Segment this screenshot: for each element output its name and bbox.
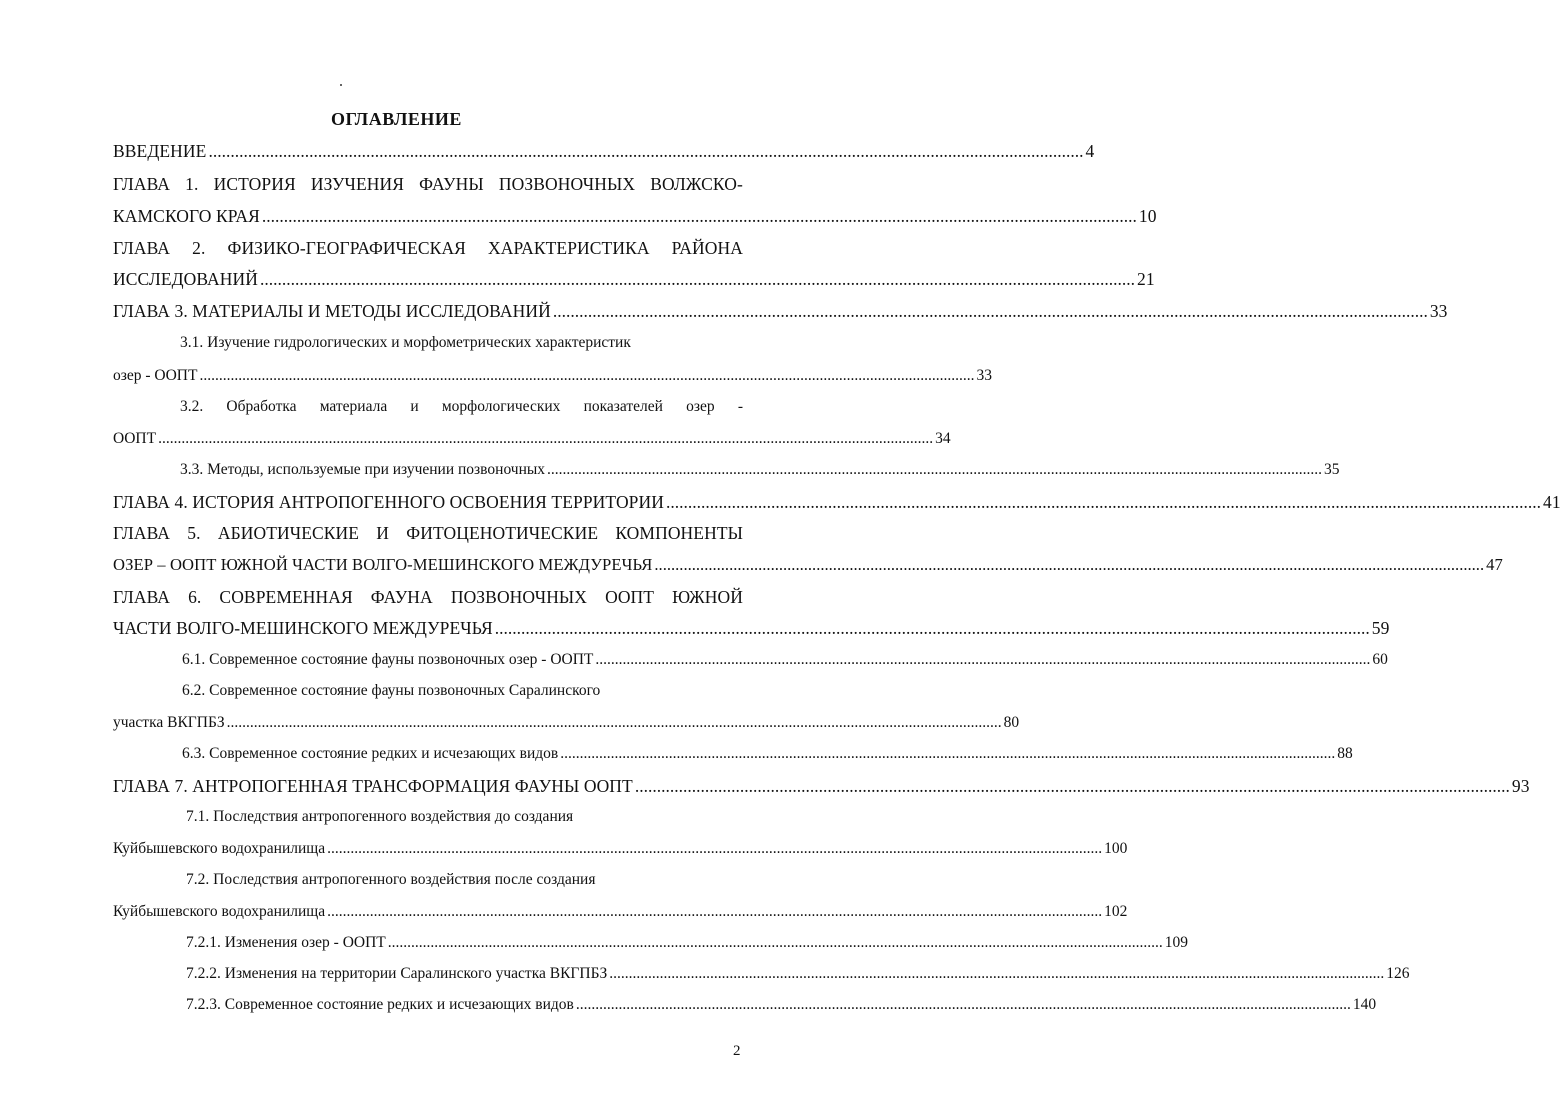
toc-entry-6-2-line1[interactable]: 6.2. Современное состояние фауны позвоночных Саралинского xyxy=(182,682,601,699)
toc-leader-dots: ........................................................................................................................................................................................................ xyxy=(327,840,1103,857)
toc-leader-dots: ........................................................................................................................................................................................................ xyxy=(260,269,1136,289)
toc-entry-text: ИССЛЕДОВАНИЙ xyxy=(113,269,259,289)
toc-entry-page: 10 xyxy=(1138,206,1157,226)
toc-word: 3.2. xyxy=(180,398,204,415)
toc-entry-page: 109 xyxy=(1164,934,1189,951)
toc-word: 2. xyxy=(192,238,206,258)
toc-leader-dots: ........................................................................................................................................................................................................ xyxy=(654,555,1485,574)
page-title: ОГЛАВЛЕНИЕ xyxy=(331,109,462,129)
toc-leader-dots: ........................................................................................................................................................................................................ xyxy=(158,430,934,447)
toc-entry-page: 100 xyxy=(1104,840,1128,857)
scan-speck xyxy=(340,84,342,86)
toc-word: ИЗУЧЕНИЯ xyxy=(310,174,405,194)
toc-entry-page: 47 xyxy=(1486,555,1503,574)
toc-leader-dots: ........................................................................................................................................................................................................ xyxy=(575,996,1351,1013)
toc-word: КОМПОНЕНТЫ xyxy=(615,523,743,543)
toc-entry-7-2-line1[interactable]: 7.2. Последствия антропогенного воздействия после создания xyxy=(186,871,596,888)
toc-entry-chapter-6-line1[interactable] xyxy=(113,587,743,611)
toc-entry-text: озер - ООПТ xyxy=(113,367,198,384)
toc-entry-page: 4 xyxy=(1085,141,1095,161)
toc-word: 5. xyxy=(187,523,201,543)
toc-entry-3-1-line1[interactable]: 3.1. Изучение гидрологических и морфометрических характеристик xyxy=(180,334,631,351)
toc-entry-page: 80 xyxy=(1003,714,1020,731)
toc-entry-page: 60 xyxy=(1372,651,1388,668)
toc-entry-text: Куйбышевского водохранилища xyxy=(113,903,326,920)
toc-entry-chapter-7[interactable] xyxy=(113,776,1530,800)
toc-entry-7-2[interactable] xyxy=(113,903,1128,927)
toc-entry-page: 33 xyxy=(976,367,992,384)
toc-word: И xyxy=(376,523,390,543)
toc-entry-page: 93 xyxy=(1511,776,1530,796)
toc-entry-chapter-2-line1[interactable] xyxy=(113,238,743,262)
toc-word: СОВРЕМЕННАЯ xyxy=(219,587,353,607)
toc-entry-page: 102 xyxy=(1104,903,1128,920)
toc-leader-dots: ........................................................................................................................................................................................................ xyxy=(595,651,1371,668)
toc-entry-chapter-5-line1[interactable] xyxy=(113,523,743,547)
toc-entry-chapter-6[interactable] xyxy=(113,618,1390,642)
toc-entry-text: ВВЕДЕНИЕ xyxy=(113,141,207,161)
toc-leader-dots: ........................................................................................................................................................................................................ xyxy=(261,206,1137,226)
toc-word: морфологических xyxy=(441,398,561,415)
toc-word: АБИОТИЧЕСКИЕ xyxy=(217,523,360,543)
toc-word: Обработка xyxy=(226,398,297,415)
toc-entry-chapter-1-line1[interactable] xyxy=(113,174,743,198)
toc-word: озер xyxy=(686,398,715,415)
toc-leader-dots: ........................................................................................................................................................................................................ xyxy=(387,934,1163,951)
toc-entry-chapter-3[interactable] xyxy=(113,301,1448,325)
toc-word: ФИЗИКО-ГЕОГРАФИЧЕСКАЯ xyxy=(227,238,466,258)
toc-leader-dots: ........................................................................................................................................................................................................ xyxy=(666,492,1541,512)
page-number: 2 xyxy=(733,1043,741,1059)
toc-entry-chapter-2[interactable] xyxy=(113,269,1155,293)
toc-entry-introduction[interactable] xyxy=(113,141,1095,165)
toc-leader-dots: ........................................................................................................................................................................................................ xyxy=(199,367,975,384)
toc-entry-text: 3.3. Методы, используемые при изучении позвоночных xyxy=(180,461,546,478)
toc-leader-dots: ........................................................................................................................................................................................................ xyxy=(634,776,1510,796)
toc-word: ЮЖНОЙ xyxy=(672,587,743,607)
toc-entry-page: 126 xyxy=(1386,965,1410,982)
toc-entry-page: 88 xyxy=(1337,745,1353,762)
toc-word: ФАУНА xyxy=(370,587,433,607)
toc-entry-7-2-3[interactable] xyxy=(186,996,1377,1020)
toc-entry-7-1-line1[interactable]: 7.1. Последствия антропогенного воздействия до создания xyxy=(186,808,574,825)
toc-word: ВОЛЖСКО- xyxy=(650,174,743,194)
toc-entry-text: КАМСКОГО КРАЯ xyxy=(113,206,260,226)
toc-leader-dots: ........................................................................................................................................................................................................ xyxy=(547,461,1323,478)
toc-entry-text: 6.1. Современное состояние фауны позвоночных озер - ООПТ xyxy=(182,651,594,668)
toc-word: ГЛАВА xyxy=(113,587,171,607)
toc-word: и xyxy=(410,398,419,415)
toc-entry-page: 34 xyxy=(935,430,951,447)
toc-entry-chapter-4[interactable] xyxy=(113,492,1561,516)
toc-entry-text: ЧАСТИ ВОЛГО-МЕШИНСКОГО МЕЖДУРЕЧЬЯ xyxy=(113,618,493,638)
toc-word: ГЛАВА xyxy=(113,523,171,543)
toc-word: ПОЗВОНОЧНЫХ xyxy=(498,174,636,194)
toc-leader-dots: ........................................................................................................................................................................................................ xyxy=(494,618,1370,638)
toc-word: ФАУНЫ xyxy=(419,174,484,194)
toc-entry-text: ГЛАВА 3. МАТЕРИАЛЫ И МЕТОДЫ ИССЛЕДОВАНИЙ xyxy=(113,301,551,321)
toc-entry-chapter-5[interactable] xyxy=(113,555,1503,579)
toc-leader-dots: ........................................................................................................................................................................................................ xyxy=(327,903,1103,920)
toc-entry-3-3[interactable] xyxy=(180,461,1340,485)
toc-entry-page: 35 xyxy=(1324,461,1340,478)
toc-word: ГЛАВА xyxy=(113,174,171,194)
toc-entry-page: 59 xyxy=(1371,618,1390,638)
toc-word: ПОЗВОНОЧНЫХ xyxy=(450,587,588,607)
toc-entry-chapter-1[interactable] xyxy=(113,206,1157,230)
toc-leader-dots: ........................................................................................................................................................................................................ xyxy=(609,965,1385,982)
toc-entry-text: ОЗЕР – ООПТ ЮЖНОЙ ЧАСТИ ВОЛГО-МЕШИНСКОГО МЕЖДУРЕЧЬЯ xyxy=(113,555,653,574)
toc-word: показателей xyxy=(583,398,663,415)
toc-word: ФИТОЦЕНОТИЧЕСКИЕ xyxy=(406,523,599,543)
toc-word: ООПТ xyxy=(605,587,655,607)
toc-entry-text: Куйбышевского водохранилища xyxy=(113,840,326,857)
toc-entry-text: 7.2.1. Изменения озер - ООПТ xyxy=(186,934,386,951)
toc-entry-text: 6.3. Современное состояние редких и исчезающих видов xyxy=(182,745,559,762)
toc-word: - xyxy=(737,398,743,415)
toc-entry-text: участка ВКГПБЗ xyxy=(113,714,225,731)
toc-leader-dots: ........................................................................................................................................................................................................ xyxy=(552,301,1428,321)
toc-entry-text: ГЛАВА 7. АНТРОПОГЕННАЯ ТРАНСФОРМАЦИЯ ФАУНЫ ООПТ xyxy=(113,776,633,796)
toc-entry-3-2[interactable] xyxy=(113,430,951,454)
toc-entry-7-2-2[interactable] xyxy=(186,965,1410,989)
toc-entry-text: ООПТ xyxy=(113,430,157,447)
toc-entry-page: 21 xyxy=(1137,269,1155,289)
toc-entry-text: 7.2.2. Изменения на территории Саралинского участка ВКГПБЗ xyxy=(186,965,608,982)
toc-entry-7-2-1[interactable] xyxy=(186,934,1189,958)
toc-entry-page: 140 xyxy=(1352,996,1377,1013)
toc-entry-6-1[interactable] xyxy=(182,651,1388,675)
toc-entry-text: 7.2.3. Современное состояние редких и исчезающих видов xyxy=(186,996,574,1013)
toc-entry-3-1[interactable] xyxy=(113,367,992,391)
toc-leader-dots: ........................................................................................................................................................................................................ xyxy=(226,714,1002,731)
toc-word: ГЛАВА xyxy=(113,238,171,258)
toc-word: ИСТОРИЯ xyxy=(213,174,296,194)
toc-word: 6. xyxy=(188,587,202,607)
toc-entry-3-2-line1[interactable] xyxy=(180,398,743,422)
toc-word: материала xyxy=(319,398,388,415)
toc-entry-text: ГЛАВА 4. ИСТОРИЯ АНТРОПОГЕННОГО ОСВОЕНИЯ ТЕРРИТОРИИ xyxy=(113,492,664,512)
toc-entry-7-1[interactable] xyxy=(113,840,1128,864)
toc-entry-6-3[interactable] xyxy=(182,745,1353,769)
toc-word: ХАРАКТЕРИСТИКА xyxy=(488,238,650,258)
toc-leader-dots: ........................................................................................................................................................................................................ xyxy=(208,141,1084,161)
toc-word: 1. xyxy=(185,174,199,194)
toc-entry-page: 41 xyxy=(1543,492,1561,512)
toc-leader-dots: ........................................................................................................................................................................................................ xyxy=(560,745,1336,762)
toc-word: РАЙОНА xyxy=(671,238,743,258)
toc-entry-page: 33 xyxy=(1429,301,1448,321)
toc-entry-6-2[interactable] xyxy=(113,714,1020,738)
